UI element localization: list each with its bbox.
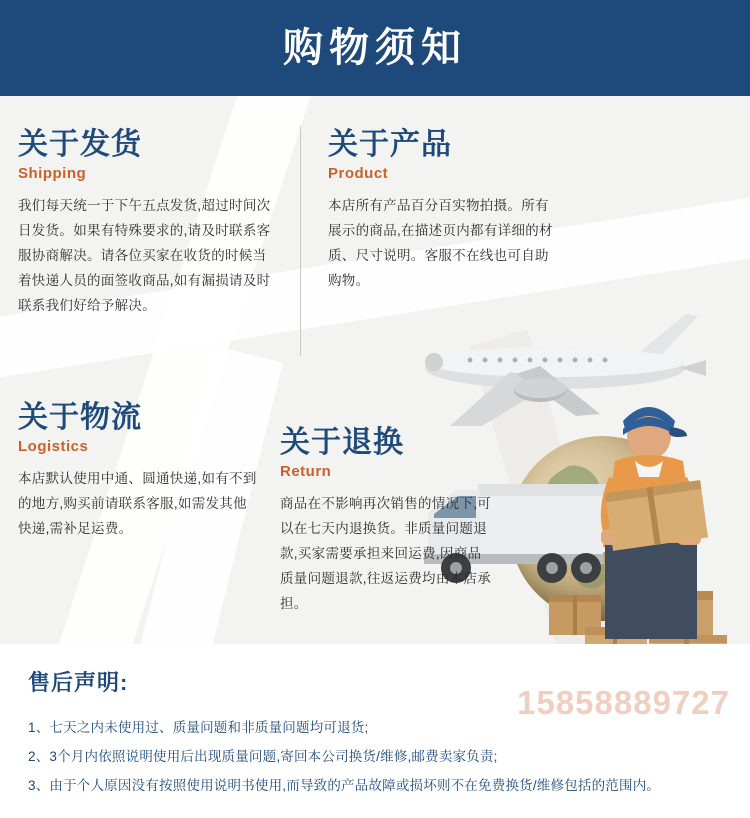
page-title: 购物须知 <box>283 26 467 70</box>
contact-phone: 15858889727 <box>517 684 730 721</box>
vertical-divider <box>300 126 301 356</box>
delivery-worker-image <box>575 391 730 641</box>
section-title-cn: 关于物流 <box>18 401 142 434</box>
list-item: 2、3个月内依照说明使用后出现质量问题,寄回本公司换货/维修,邮费卖家负责; <box>28 749 498 765</box>
section-logistics <box>18 401 258 542</box>
list-item: 3、由于个人原因没有按照使用说明书使用,而导致的产品故障或损坏则不在免费换货/维修包括的范围内。 <box>28 778 661 794</box>
section-title-cn: 关于产品 <box>328 128 452 161</box>
page-header <box>0 0 750 96</box>
section-body: 我们每天统一于下午五点发货,超过时间次日发货。如果有特殊要求的,请及时联系客服协商解决。请各位买家在收货的时候当着快递人员的面签收商品,如有漏损请及时联系我们好给予解决。 <box>18 198 271 313</box>
section-title-en: Logistics <box>18 438 89 455</box>
section-return <box>280 426 492 617</box>
section-shipping <box>18 128 280 319</box>
main-panel <box>0 96 750 644</box>
after-sales-footer <box>0 644 750 818</box>
footer-title: 售后声明: <box>28 670 129 695</box>
footer-list <box>28 713 722 800</box>
section-body: 本店默认使用中通、圆通快递,如有不到的地方,购买前请联系客服,如需发其他快递,需补足运费。 <box>18 471 257 536</box>
section-body: 本店所有产品百分百实物拍摄。所有展示的商品,在描述页内都有详细的材质、尺寸说明。客服不在线也可自助购物。 <box>328 198 553 288</box>
section-title-cn: 关于发货 <box>18 128 142 161</box>
list-item: 1、七天之内未使用过、质量问题和非质量问题均可退货; <box>28 720 369 735</box>
section-title-en: Shipping <box>18 165 87 182</box>
section-title-cn: 关于退换 <box>280 426 404 459</box>
section-title-en: Return <box>280 463 332 480</box>
section-title-en: Product <box>328 165 389 182</box>
section-body: 商品在不影响再次销售的情况下,可以在七天内退换货。非质量问题退款,买家需要承担来回运费,因商品质量问题退款,往返运费均由本店承担。 <box>280 496 492 611</box>
section-product <box>328 128 558 294</box>
